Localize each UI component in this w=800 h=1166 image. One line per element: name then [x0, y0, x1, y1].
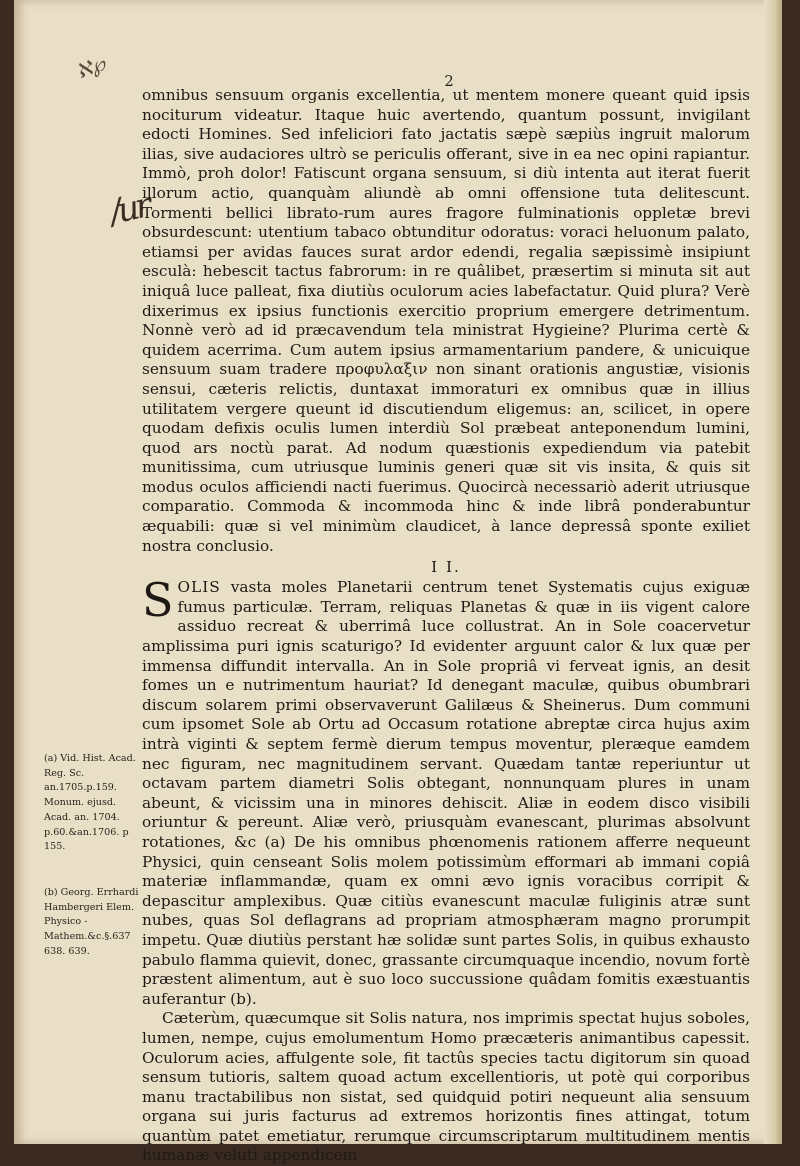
main-text: [142, 86, 750, 1166]
section-heading: I I.: [431, 558, 461, 577]
drop-cap: S: [142, 573, 174, 628]
margin-note-a: (a) Vid. Hist. Acad. Reg. Sc. an.1705.p.159. Monum. ejusd. Acad. an. 1704. p.60.&an.1706. p 155.: [44, 753, 136, 853]
page-edge: [764, 0, 782, 1144]
paragraph-sun-text: vasta moles Planetarii centrum tenet Systematis cujus exiguæ fumus particulæ. Terram, reliquas Planetas & quæ in iis vigent calore assiduo recreat & uberrimâ luce collustrat. An in Sole coacervetur amplissima puri ignis scaturigo? Id evidenter arguunt calor & lux quæ per immensa diffundit intervalla. An in Sole propriâ vi ferveat ignis, an desit fomes un e nutrimentum hauriat? Id denegant maculæ, quibus obumbrari discum solarem primi observaverunt Galilæus & Sheinerus. Dum communi cum ipsomet Sole ab Ortu ad Occasum rotatione abreptæ circa hujus axim intrà viginti & septem fermè dierum tempus moventur, pleræque eamdem nec figuram, nec magnitudinem servant. Quædam tantæ reperiuntur ut octavam partem diametri Solis obtegant, nonnunquam plures in unam abeunt, & vicissim una in minores dehiscit. Aliæ in eodem disco visibili oriuntur & pereunt. Aliæ verò, priusquàm evanescant, plurimas absolvunt rotationes, &c (a) De his omnibus phœnomenis rationem afferre nequeunt Physici, quin censeant Solis molem potissimùm efformari ab immani copiâ materiæ inflammandæ, quam ex omni ævo ignis voracibus corripit & depascitur amplexibus. Quæ citiùs evanescunt maculæ fuliginis atræ sunt nubes, quas Sol deflagrans ad propriam atmosphæram magno prorumpit impetu. Quæ diutiùs perstant hæ solidæ sunt partes Solis, in quibus exhausto pabulo flamma quievit, donec, grassante circumquaque incendio, novum fortè præstent alimentum, aut è suo loco succussione quâdam fomitis exæstuantis auferantur (b).: [142, 578, 750, 1008]
paragraph-intro: omnibus sensuum organis excellentia, ut mentem monere queant quid ipsis nociturum videatur. Itaque huic avertendo, quantum possunt, invigilant edocti Homines. Sed infeliciori fato jactatis sæpè sæpiùs ingruit malorum ilias, sive audaciores ultrò se periculis offerant, sive in ea nec opini rapiantur. Immò, proh dolor! Fatiscunt organa sensuum, si diù intenta aut iterat fuerit illorum actio, quanquàm aliundè ab omni offensione tuta delitescunt. Tormenti bellici librato-rum aures fragore fulminationis oppletæ brevi obsurdescunt: utentium tabaco obtunditur odoratus: voraci heluonum palato, etiamsi per avidas fauces surat ardor edendi, regalia sæpissimè insipiunt esculà: hebescit tactus fabrorum: in re quâlibet, præsertim si minuta sit aut iniquâ luce palleat, fixa diutiùs oculorum acies labefactatur. Quid plura? Verè dixerimus ex ipsius functionis exercitio proprium emergere detrimentum. Nonnè verò ad id præcavendum tela ministrat Hygieine? Plurima certè & quidem acerrima. Cum autem ipsius armamentarium pandere, & unicuique sensuum suam tradere προφυλαξιν non sinant orationis angustiæ, visionis sensui, cæteris relictis, duntaxat immoraturi ex omnibus quæ in illius utilitatem vergere queunt id discutiendum eligemus: an, scilicet, in opere quodam defixis oculis lumen interdiù Sol præbeat anteponendum lumini, quod ars noctù parat. Ad nodum quæstionis expediendum via patebit munitissima, cum utriusque luminis generi quæ sit vis insita, & quis sit modus oculos afficiendi nacti fuerimus. Quocircà necessariò aderit utriusque comparatio. Commoda & incommoda hinc & inde librâ ponderabuntur æquabili: quæ si vel minimùm claudicet, à lance depressâ sponte exiliet nostra conclusio.: [142, 86, 750, 555]
paragraph-light: Cæterùm, quæcumque sit Solis natura, nos imprimis spectat hujus soboles, lumen, nempe, cujus emolumentum Homo præcæteris animantibus capessit. Oculorum acies, affulgente sole, fit tactûs species tactu digitorum sin quoad sensum tutioris, saltem quoad actum excellentioris, ut potè qui corporibus manu tractabilibus non sistat, sed quidquid potiri nequeunt alia sensuum organa sui juris facturus ad extremos horizontis fines attingat, totum quantùm patet emetiatur, rerumque circumscriptarum multitudinem mentis humanæ veluti appendicem: [142, 1009, 750, 1165]
page-number: 2: [444, 72, 454, 90]
book-page: [14, 0, 782, 1165]
handwritten-scribble: ℵ℘: [73, 50, 109, 84]
paragraph-sun: [142, 573, 750, 1009]
handwritten-margin-mark: /ur: [106, 185, 152, 233]
first-word: OLIS: [177, 578, 221, 597]
margin-note-b: (b) Georg. Errhardi Hambergeri Elem. Physico - Mathem.&c.§.637 638. 639.: [44, 887, 139, 957]
